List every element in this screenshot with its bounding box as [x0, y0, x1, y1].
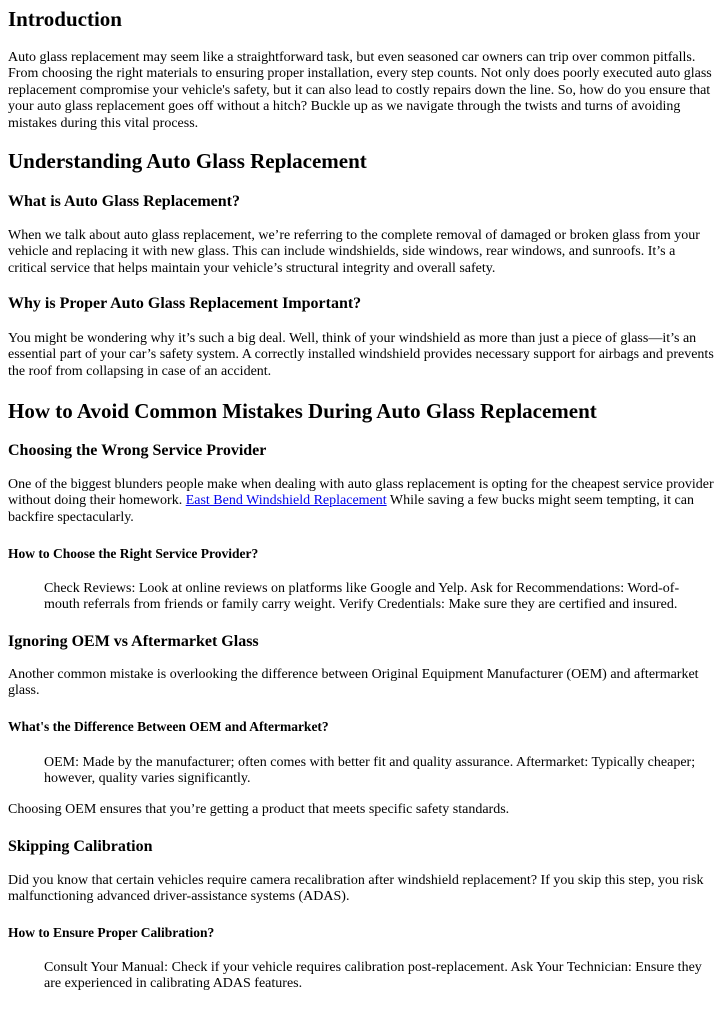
calibration-list: Consult Your Manual: Check if your vehicle requires calibration post-replacement. Ask Your Technician: Ensure they are experienced in calibrating ADAS features.	[44, 960, 702, 992]
oem-paragraph: Another common mistake is overlooking the difference between Original Equipment Manufacturer (OEM) and aftermarket glass.	[8, 667, 699, 699]
calibration-paragraph: Did you know that certain vehicles require camera recalibration after windshield replacement? If you skip this step, you risk malfunctioning advanced driver-assistance systems (ADAS).	[8, 873, 704, 905]
provider-heading: Choosing the Wrong Service Provider	[8, 442, 267, 459]
mistakes-heading: How to Avoid Common Mistakes During Auto Glass Replacement	[8, 399, 597, 423]
choose-provider-list: Check Reviews: Look at online reviews on platforms like Google and Yelp. Ask for Recommendations: Word-of-mouth referrals from friends or family carry weight. Verify Credentials: Make sure they are certified and insured.	[44, 581, 680, 613]
oem-difference-heading: What's the Difference Between OEM and Aftermarket?	[8, 719, 329, 734]
provider-text-after: While saving a few bucks might seem tempting, it can backfire spectacularly.	[8, 493, 694, 525]
what-is-heading: What is Auto Glass Replacement?	[8, 193, 240, 210]
understanding-heading: Understanding Auto Glass Replacement	[8, 149, 367, 173]
what-is-paragraph: When we talk about auto glass replacement, we’re referring to the complete removal of damaged or broken glass from your vehicle and replacing it with new glass. This can include windshields, side windows, rear windows, and sunroofs. It’s a critical service that helps maintain your vehicle’s structural integrity and overall safety.	[8, 228, 700, 276]
east-bend-link[interactable]: East Bend Windshield Replacement	[185, 493, 387, 509]
oem-difference-list: OEM: Made by the manufacturer; often comes with better fit and quality assurance. Aftermarket: Typically cheaper; however, quality varies significantly.	[44, 755, 696, 787]
intro-paragraph: Auto glass replacement may seem like a straightforward task, but even seasoned car owners can trip over common pitfalls. From choosing the right materials to ensuring proper installation, every step counts. Not only does poorly executed auto glass replacement compromise your vehicle's safety, but it can also lead to costly repairs down the line. So, how do you ensure that your auto glass replacement goes off without a hitch? Buckle up as we navigate through the twists and turns of avoiding mistakes during this vital process.	[8, 50, 712, 131]
provider-text-before: One of the biggest blunders people make when dealing with auto glass replacement is opting for the cheapest service provider without doing their homework.	[8, 477, 714, 509]
why-paragraph: You might be wondering why it’s such a big deal. Well, think of your windshield as more than just a piece of glass—it’s an essential part of your car’s safety system. A correctly installed windshield provides necessary support for airbags and prevents the roof from collapsing in case of an accident.	[8, 331, 714, 379]
oem-heading: Ignoring OEM vs Aftermarket Glass	[8, 633, 259, 650]
calibration-heading: Skipping Calibration	[8, 838, 153, 855]
calibration-how-heading: How to Ensure Proper Calibration?	[8, 925, 215, 940]
why-heading: Why is Proper Auto Glass Replacement Important?	[8, 295, 362, 312]
provider-paragraph	[8, 477, 714, 526]
oem-closing: Choosing OEM ensures that you’re getting a product that meets specific safety standards.	[8, 802, 510, 817]
intro-heading: Introduction	[8, 7, 122, 31]
choose-provider-heading: How to Choose the Right Service Provider?	[8, 546, 259, 561]
